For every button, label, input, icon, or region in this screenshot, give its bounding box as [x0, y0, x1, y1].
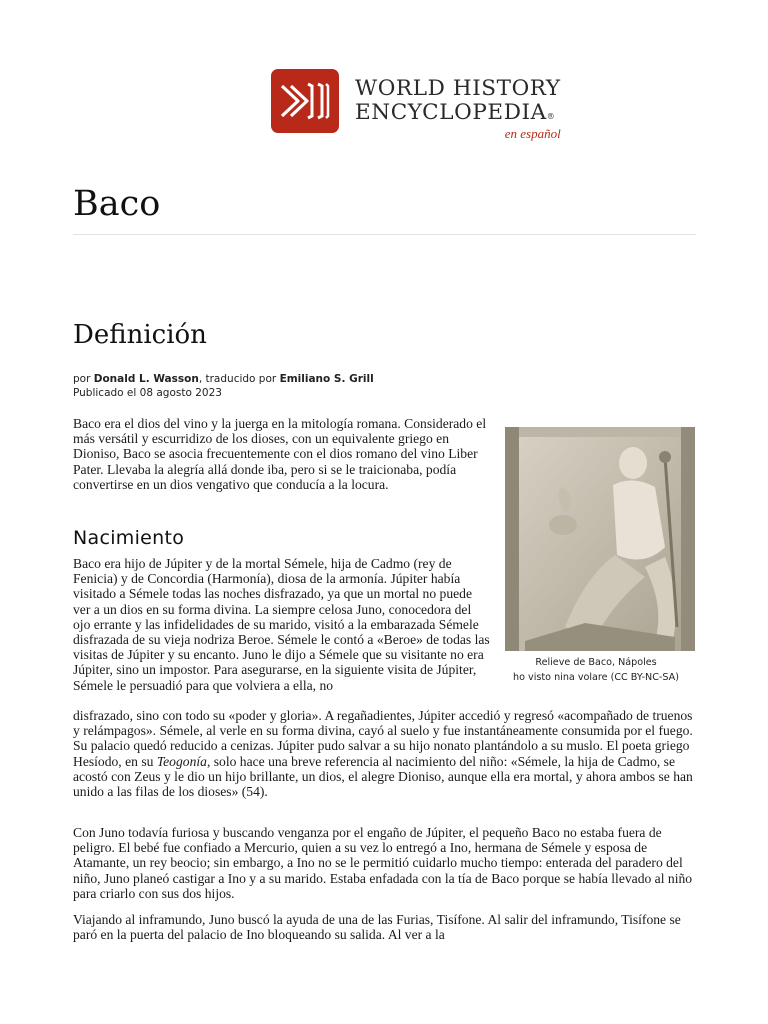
byline	[73, 372, 374, 400]
paragraph-birth-text-2: , solo hace una breve referencia al nacimiento del niño: «Sémele, la hija de Cadmo, se acostó con Zeus y le dio un hijo brillante, un dios, el alegre Dioniso, aunque ella era mortal, y ahora ambos se han unido a las filas de los dioses» (54).	[73, 753, 693, 800]
article-figure	[503, 427, 695, 685]
section-title: Definición	[73, 320, 207, 350]
bacchus-relief-image[interactable]	[505, 427, 695, 651]
author-link[interactable]: Donald L. Wasson	[93, 373, 199, 385]
publish-date: Publicado el 08 agosto 2023	[73, 387, 222, 399]
brand-wordmark	[355, 77, 561, 142]
brand-subtitle: en español	[504, 126, 561, 141]
byline-prefix: por	[73, 373, 94, 385]
byline-mid: , traducido por	[198, 373, 280, 385]
paragraph-underworld: Viajando al inframundo, Juno buscó la ayuda de una de las Furias, Tisífone. Al salir del inframundo, Tisífone se paró en la puerta del palacio de Ino bloqueando su salida. Al ver a la	[73, 912, 681, 943]
brand-line-2-text: ENCYCLOPEDIA	[355, 100, 547, 125]
paragraph-birth-wrap: Baco era hijo de Júpiter y de la mortal Sémele, hija de Cadmo (rey de Fenicia) y de Concordia (Harmonía), diosa de la armonía. Júpiter había visitado a Sémele todas las noches disfrazado, ya que un mortal no puede ver a un dios en su forma divina. La siempre celosa Juno, conocedora del ojo errante y las infidelidades de su marido, visitó a la embarazada Sémele disfrazada de su vieja nodriza Beroe. Sémele le contó a «Beroe» de todas las visitas de Júpiter y su encanto. Juno le dijo a Sémele que su visitante no era Júpiter, sino un impostor. Para asegurarse, en la siguiente visita de Júpiter, Sémele le persuadió para que volviera a ella, no	[73, 556, 490, 693]
wh-logo-icon	[271, 69, 339, 133]
byline-authors	[73, 372, 374, 386]
site-logo[interactable]	[271, 69, 561, 141]
heading-nacimiento: Nacimiento	[73, 527, 185, 549]
brand-line-2	[355, 101, 561, 125]
paragraph-juno: Con Juno todavía furiosa y buscando venganza por el engaño de Júpiter, el pequeño Baco no estaba fuera de peligro. El bebé fue confiado a Mercurio, quien a su vez lo entregó a Ino, hermana de Sémele y esposa de Atamante, un rey beocio; sin embargo, a Ino no se le permitió cuidarlo mucho tiempo: enterada del paradero del niño, Juno planeó castigar a Ino y a su marido. Estaba enfadada con la tía de Baco porque se había llevado al niño para criarlo con sus dos hijos.	[73, 825, 693, 901]
paragraph-birth-text-1: disfrazado, sino con todo su «poder y gloria». A regañadientes, Júpiter accedió y regresó «acompañado de truenos y relámpagos». Sémele, al verle en su forma divina, cayó al suelo y fue instantáneamente consumida por el fuego. Su palacio quedó reducido a cenizas. Júpiter pudo salvar a su hijo nonato plantándolo a su muslo. El poeta griego Hesíodo, en su	[73, 708, 693, 769]
registered-mark: ®	[546, 112, 556, 121]
caption-title: Relieve de Baco, Nápoles	[535, 657, 657, 668]
paragraph-birth-full	[73, 708, 697, 799]
brand-line-1: WORLD HISTORY	[355, 76, 561, 101]
intro-paragraph: Baco era el dios del vino y la juerga en la mitología romana. Considerado el más versátil y escurridizo de los dioses, con un equivalente griego en Dioniso, Baco se asocia frecuentemente con el dios romano del vino Liber Pater. Llevaba la alegría allá donde iba, pero si se le traicionaba, podía convertirse en un dios vengativo que conducía a la locura.	[73, 416, 487, 492]
article-title: Baco	[73, 184, 161, 224]
title-divider	[73, 234, 696, 235]
figure-caption	[498, 655, 694, 685]
translator-link[interactable]: Emiliano S. Grill	[279, 373, 374, 385]
teogonia-title: Teogonía	[156, 753, 207, 769]
caption-credit[interactable]: ho visto nina volare (CC BY-NC-SA)	[513, 672, 679, 683]
